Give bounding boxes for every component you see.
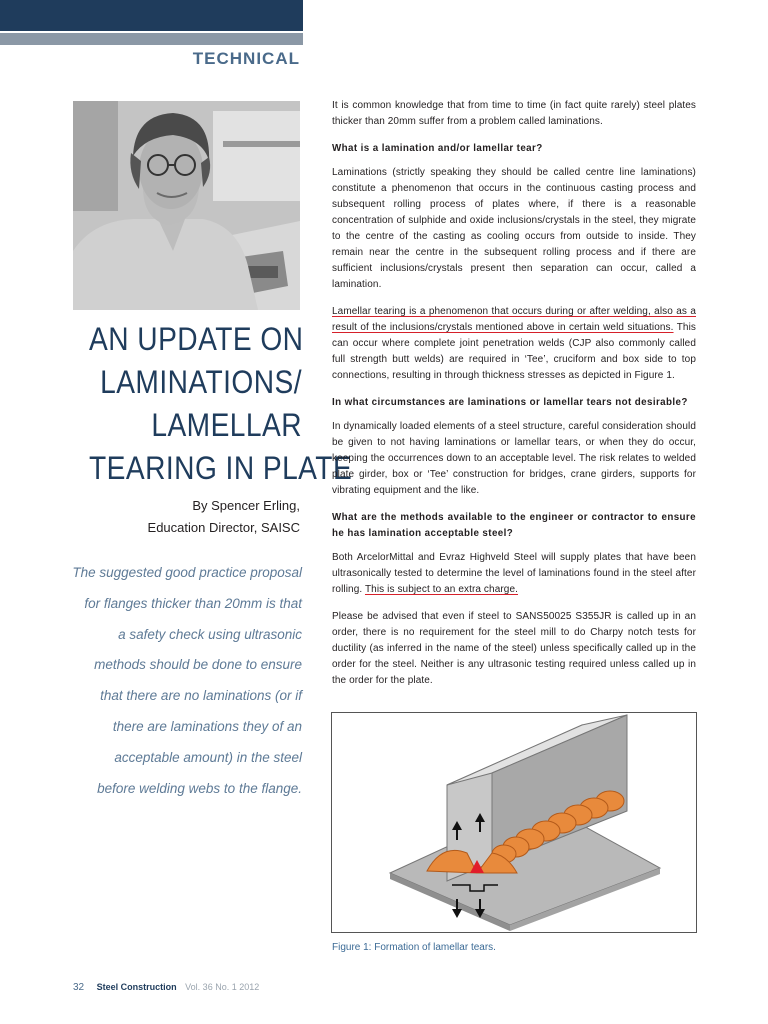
pull-quote-line: that there are no laminations (or if: [100, 688, 302, 704]
page-footer: [73, 982, 259, 993]
body-paragraph-suppliers: [332, 550, 696, 598]
pull-quote-line: before welding webs to the flange.: [97, 780, 302, 796]
pull-quote: [66, 558, 302, 804]
body-paragraph-intro: It is common knowledge that from time to time (in fact quite rarely) steel plates thicker than 20mm suffer from a problem called laminations.: [332, 100, 696, 127]
highlighted-sentence: Lamellar tearing is a phenomenon that occurs during or after welding, also as a result of the inclusions/crystals mentioned above in certain weld situations.: [332, 306, 696, 333]
issue-volume: Vol. 36 No. 1 2012: [185, 982, 260, 992]
pull-quote-line: a safety check using ultrasonic: [118, 626, 302, 642]
title-line-2: LAMINATIONS/: [100, 364, 303, 400]
byline: [60, 495, 300, 539]
figure-lamellar-tears: [331, 712, 697, 933]
pull-quote-line: there are laminations they of an: [112, 718, 302, 734]
pull-quote-line: The suggested good practice proposal: [72, 565, 302, 580]
body-text: This can occur where complete joint penetration welds (CJP also commonly called full strength butt welds) are required in ‘Tee’, cruciform and box side to top connections, resulting in through thickness stresses as depicted in Figure 1.: [332, 322, 696, 381]
figure-caption: Figure 1: Formation of lamellar tears.: [332, 942, 496, 953]
magazine-name: Steel Construction: [96, 982, 177, 992]
body-paragraph-advice: Please be advised that even if steel to SANS50025 S355JR is called up in an order, there is no requirement for the steel mill to do Charpy notch tests for ductility (as inferred in the name of the steel) unless specifically called up in the order for the steel. Neither is any ultrasonic testing required unless called up in the order for the plate.: [332, 611, 696, 686]
body-text: Both ArcelorMittal and Evraz Highveld Steel will supply plates that have been ultrasonically tested to determine the level of laminations found in the steel after rolling.: [332, 552, 696, 595]
article-title: [89, 318, 353, 490]
author-photo-illustration: [73, 101, 300, 310]
pull-quote-line: acceptable amount) in the steel: [114, 749, 302, 765]
body-paragraph-laminations: Laminations (strictly speaking they should be called centre line laminations) constitute a phenomenon that occurs in the continuous casting process and subsequent rolling process of plates where, if there is a reasonable concentration of sulphide and oxide inclusions/crystals in the steel, they migrate to the centre of the casting as cooling occurs from outside to inside. They remain near the centre in the subsequent rolling process and if there are sufficient inclusions/crystals present then separation can occur, called a lamination.: [332, 167, 696, 290]
subheading-circumstances: In what circumstances are laminations or lamellar tears not desirable?: [332, 397, 688, 408]
pull-quote-line: methods should be done to ensure: [94, 657, 302, 673]
weld-diagram: [332, 713, 696, 932]
header-stripe: [0, 33, 303, 45]
header-bar: [0, 0, 303, 31]
byline-role: Education Director, SAISC: [147, 520, 300, 535]
body-paragraph-lamellar: [332, 304, 696, 384]
page-number: 32: [73, 982, 85, 993]
author-photo: [73, 101, 300, 310]
section-label: TECHNICAL: [192, 49, 300, 68]
title-line-3: LAMELLAR: [151, 407, 302, 443]
body-paragraph-dynamic: In dynamically loaded elements of a steel structure, careful consideration should be given to not having laminations or lamellar tears, or when they do occur, keeping the occurrences down to an acceptable level. The risk relates to welded plate girder, box or ‘Tee’ construction for bridges, crane girders, supports for vibrating equipment and the like.: [332, 421, 696, 496]
title-line-4: TEARING IN PLATE: [89, 450, 353, 486]
byline-author: By Spencer Erling,: [192, 498, 300, 513]
title-line-1: AN UPDATE ON: [89, 321, 304, 357]
subheading-methods: What are the methods available to the engineer or contractor to ensure he has lamination acceptable steel?: [332, 512, 696, 539]
highlighted-sentence: This is subject to an extra charge.: [364, 584, 518, 595]
subheading-lamination: What is a lamination and/or lamellar tear?: [332, 143, 543, 154]
article-body: [332, 98, 696, 700]
pull-quote-line: for flanges thicker than 20mm is that: [84, 595, 302, 611]
